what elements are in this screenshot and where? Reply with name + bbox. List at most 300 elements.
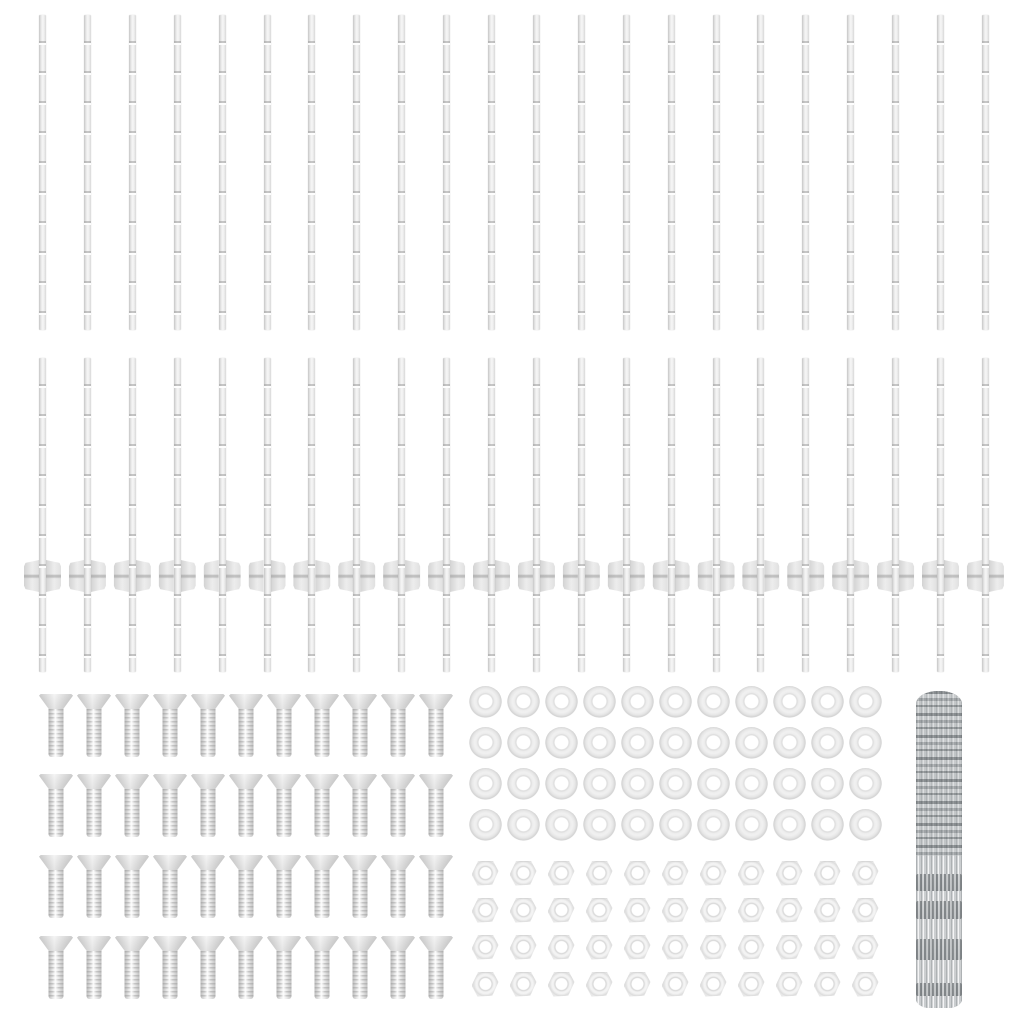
anchor-plate-right-wing <box>764 560 779 592</box>
hex-nut <box>548 935 575 960</box>
fence-post-shaft <box>937 358 944 672</box>
bolt-head <box>343 694 377 710</box>
hex-nut <box>662 898 689 923</box>
countersunk-bolt <box>115 774 149 837</box>
fence-post-shaft <box>533 358 540 672</box>
fence-post-shaft <box>219 358 226 672</box>
washer <box>469 727 502 759</box>
fence-post <box>308 15 315 330</box>
fence-post <box>443 15 450 330</box>
bolt-threaded-shaft <box>277 789 292 837</box>
hex-nut <box>662 972 689 997</box>
mesh-wire-band <box>916 939 962 960</box>
anchor-plate-right-wing <box>91 560 106 592</box>
bolt-threaded-shaft <box>315 789 330 837</box>
bolt-threaded-shaft <box>315 870 330 918</box>
bolt-head <box>191 694 225 710</box>
fence-post-shaft <box>982 358 989 672</box>
fence-post-with-anchor-plate <box>742 358 779 672</box>
hex-nut <box>700 972 727 997</box>
bolt-threaded-shaft <box>201 789 216 837</box>
fence-post-with-anchor-plate <box>967 358 1004 672</box>
mesh-wire-band <box>916 874 962 891</box>
hex-nut <box>662 861 689 886</box>
bolt-threaded-shaft <box>277 870 292 918</box>
countersunk-bolt <box>153 936 187 999</box>
bolt-head <box>191 936 225 952</box>
washer <box>697 727 730 759</box>
fence-post <box>84 15 91 330</box>
hex-nut <box>548 972 575 997</box>
bolt-head <box>77 936 111 952</box>
anchor-plate-right-wing <box>944 560 959 592</box>
washer <box>659 809 692 841</box>
bolt-threaded-shaft <box>353 709 368 757</box>
fence-post-with-anchor-plate <box>922 358 959 672</box>
fence-post <box>533 15 540 330</box>
bolt-head <box>229 694 263 710</box>
hex-nut <box>510 972 537 997</box>
hex-nut <box>472 935 499 960</box>
washer <box>507 768 540 800</box>
fence-post <box>668 15 675 330</box>
washer <box>659 686 692 718</box>
washer <box>811 809 844 841</box>
fence-post-with-anchor-plate <box>338 358 375 672</box>
washer <box>621 727 654 759</box>
fence-post <box>488 15 495 330</box>
bolt-head <box>305 936 339 952</box>
countersunk-bolt <box>153 694 187 757</box>
bolt-head <box>305 694 339 710</box>
bolt-threaded-shaft <box>391 789 406 837</box>
fence-post <box>937 15 944 330</box>
bolt-threaded-shaft <box>315 709 330 757</box>
fence-post <box>892 15 899 330</box>
hex-nut <box>548 861 575 886</box>
fence-post-with-anchor-plate <box>293 358 330 672</box>
bolt-threaded-shaft <box>391 951 406 999</box>
fence-post <box>129 15 136 330</box>
hex-nut <box>776 861 803 886</box>
hex-nut <box>472 861 499 886</box>
hex-nut <box>738 861 765 886</box>
anchor-plate-right-wing <box>809 560 824 592</box>
countersunk-bolt <box>267 774 301 837</box>
fence-post <box>353 15 360 330</box>
anchor-plate-left-wing <box>338 560 353 592</box>
bolt-head <box>381 774 415 790</box>
anchor-plate-left-wing <box>922 560 937 592</box>
anchor-plate-right-wing <box>720 560 735 592</box>
hex-nut <box>814 972 841 997</box>
washer <box>849 727 882 759</box>
bolt-threaded-shaft <box>163 709 178 757</box>
anchor-plate-left-wing <box>698 560 713 592</box>
countersunk-bolt <box>39 694 73 757</box>
washer <box>735 686 768 718</box>
bolt-threaded-shaft <box>239 951 254 999</box>
anchor-plate-right-wing <box>989 560 1004 592</box>
fence-post-with-anchor-plate <box>653 358 690 672</box>
fence-post-shaft <box>757 358 764 672</box>
countersunk-bolt <box>191 855 225 918</box>
hex-nut <box>814 898 841 923</box>
hex-nut <box>472 898 499 923</box>
anchor-plate-right-wing <box>315 560 330 592</box>
bolt-threaded-shaft <box>201 951 216 999</box>
anchor-plate-left-wing <box>563 560 578 592</box>
bolt-head <box>77 694 111 710</box>
fence-post-shaft <box>623 358 630 672</box>
hex-nut <box>738 898 765 923</box>
hex-nut <box>624 898 651 923</box>
mesh-wire-band <box>916 901 962 919</box>
anchor-plate-left-wing <box>24 560 39 592</box>
fence-post-with-anchor-plate <box>383 358 420 672</box>
bolt-head <box>419 694 453 710</box>
washer <box>735 727 768 759</box>
washer <box>507 809 540 841</box>
anchor-plate-left-wing <box>383 560 398 592</box>
washer <box>621 768 654 800</box>
bolt-head <box>419 774 453 790</box>
bolt-head <box>305 774 339 790</box>
hex-nut <box>624 972 651 997</box>
anchor-plate-right-wing <box>46 560 61 592</box>
bolt-head <box>267 694 301 710</box>
bolt-threaded-shaft <box>49 951 64 999</box>
countersunk-bolt <box>419 936 453 999</box>
anchor-plate-left-wing <box>787 560 802 592</box>
countersunk-bolt <box>229 694 263 757</box>
washer <box>469 768 502 800</box>
washer <box>811 686 844 718</box>
anchor-plate-right-wing <box>181 560 196 592</box>
fence-post-shaft <box>264 358 271 672</box>
hex-nut <box>472 972 499 997</box>
washer <box>811 768 844 800</box>
bolt-threaded-shaft <box>429 709 444 757</box>
wire-mesh-roll <box>916 691 962 1008</box>
bolt-head <box>39 694 73 710</box>
fence-post <box>219 15 226 330</box>
anchor-plate-left-wing <box>832 560 847 592</box>
bolt-threaded-shaft <box>125 789 140 837</box>
countersunk-bolt <box>343 774 377 837</box>
fence-post-with-anchor-plate <box>473 358 510 672</box>
hex-nut <box>700 935 727 960</box>
anchor-plate-left-wing <box>69 560 84 592</box>
fence-post-with-anchor-plate <box>563 358 600 672</box>
fence-post <box>847 15 854 330</box>
fence-post-with-anchor-plate <box>877 358 914 672</box>
washer <box>773 686 806 718</box>
fence-post <box>623 15 630 330</box>
fence-post-with-anchor-plate <box>159 358 196 672</box>
bolt-head <box>229 855 263 871</box>
hex-nut <box>586 935 613 960</box>
bolt-threaded-shaft <box>87 789 102 837</box>
anchor-plate-right-wing <box>226 560 241 592</box>
anchor-plate-right-wing <box>899 560 914 592</box>
countersunk-bolt <box>267 855 301 918</box>
countersunk-bolt <box>305 936 339 999</box>
bolt-threaded-shaft <box>429 789 444 837</box>
bolt-threaded-shaft <box>201 870 216 918</box>
bolt-head <box>229 774 263 790</box>
fence-post-shaft <box>353 358 360 672</box>
washer <box>545 768 578 800</box>
washer <box>469 809 502 841</box>
countersunk-bolt <box>39 855 73 918</box>
bolt-threaded-shaft <box>353 951 368 999</box>
hex-nut <box>586 898 613 923</box>
washer <box>545 727 578 759</box>
countersunk-bolt <box>77 936 111 999</box>
bolt-threaded-shaft <box>277 709 292 757</box>
countersunk-bolt <box>191 694 225 757</box>
fence-post <box>39 15 46 330</box>
hex-nut <box>548 898 575 923</box>
countersunk-bolt <box>343 694 377 757</box>
bolt-head <box>191 774 225 790</box>
bolt-head <box>153 774 187 790</box>
bolt-threaded-shaft <box>353 789 368 837</box>
hex-nut <box>510 861 537 886</box>
bolt-threaded-shaft <box>429 951 444 999</box>
bolt-head <box>153 936 187 952</box>
bolt-head <box>77 774 111 790</box>
washer <box>773 768 806 800</box>
bolt-head <box>115 855 149 871</box>
anchor-plate-right-wing <box>540 560 555 592</box>
bolt-threaded-shaft <box>163 870 178 918</box>
anchor-plate-right-wing <box>630 560 645 592</box>
bolt-threaded-shaft <box>163 789 178 837</box>
bolt-threaded-shaft <box>87 951 102 999</box>
hex-nut <box>738 935 765 960</box>
hex-nut <box>510 898 537 923</box>
bolt-threaded-shaft <box>239 789 254 837</box>
hex-nut <box>662 935 689 960</box>
countersunk-bolt <box>153 774 187 837</box>
anchor-plate-left-wing <box>877 560 892 592</box>
countersunk-bolt <box>381 936 415 999</box>
bolt-threaded-shaft <box>163 951 178 999</box>
bolt-head <box>267 936 301 952</box>
fence-post-shaft <box>847 358 854 672</box>
washer <box>507 727 540 759</box>
hex-nut <box>624 935 651 960</box>
fence-post-with-anchor-plate <box>114 358 151 672</box>
hex-nut <box>700 898 727 923</box>
bolt-threaded-shaft <box>391 870 406 918</box>
countersunk-bolt <box>77 774 111 837</box>
bolt-head <box>305 855 339 871</box>
bolt-head <box>39 936 73 952</box>
bolt-threaded-shaft <box>239 870 254 918</box>
countersunk-bolt <box>305 855 339 918</box>
countersunk-bolt <box>229 936 263 999</box>
hex-nut <box>624 861 651 886</box>
bolt-head <box>77 855 111 871</box>
anchor-plate-left-wing <box>967 560 982 592</box>
bolt-threaded-shaft <box>315 951 330 999</box>
washer <box>773 809 806 841</box>
fence-post-shaft <box>174 358 181 672</box>
bolt-threaded-shaft <box>49 870 64 918</box>
bolt-head <box>115 936 149 952</box>
anchor-plate-left-wing <box>653 560 668 592</box>
bolt-head <box>153 694 187 710</box>
bolt-head <box>191 855 225 871</box>
bolt-head <box>419 855 453 871</box>
washer <box>849 686 882 718</box>
fence-post-with-anchor-plate <box>204 358 241 672</box>
countersunk-bolt <box>39 774 73 837</box>
fence-post-shaft <box>578 358 585 672</box>
washer <box>849 768 882 800</box>
countersunk-bolt <box>115 936 149 999</box>
fence-post-with-anchor-plate <box>249 358 286 672</box>
bolt-head <box>115 774 149 790</box>
fence-post-shaft <box>84 358 91 672</box>
bolt-head <box>381 855 415 871</box>
hex-nut <box>814 861 841 886</box>
fence-post-shaft <box>443 358 450 672</box>
bolt-head <box>267 774 301 790</box>
fence-post-with-anchor-plate <box>24 358 61 672</box>
anchor-plate-right-wing <box>585 560 600 592</box>
bolt-threaded-shaft <box>125 951 140 999</box>
fence-post-shaft <box>129 358 136 672</box>
hex-nut <box>852 935 879 960</box>
hex-nut <box>738 972 765 997</box>
fence-post <box>802 15 809 330</box>
countersunk-bolt <box>115 855 149 918</box>
countersunk-bolt <box>305 774 339 837</box>
fence-post-shaft <box>668 358 675 672</box>
washer <box>621 686 654 718</box>
bolt-head <box>267 855 301 871</box>
washer <box>583 727 616 759</box>
anchor-plate-left-wing <box>204 560 219 592</box>
countersunk-bolt <box>191 936 225 999</box>
hex-nut <box>852 861 879 886</box>
washer <box>849 809 882 841</box>
anchor-plate-right-wing <box>405 560 420 592</box>
fence-post-with-anchor-plate <box>69 358 106 672</box>
washer <box>697 768 730 800</box>
hex-nut <box>776 898 803 923</box>
washer <box>583 768 616 800</box>
anchor-plate-right-wing <box>854 560 869 592</box>
washer <box>469 686 502 718</box>
fence-post <box>982 15 989 330</box>
washer <box>583 809 616 841</box>
countersunk-bolt <box>381 855 415 918</box>
countersunk-bolt <box>267 694 301 757</box>
fence-post-with-anchor-plate <box>787 358 824 672</box>
countersunk-bolt <box>419 855 453 918</box>
anchor-plate-left-wing <box>742 560 757 592</box>
anchor-plate-right-wing <box>495 560 510 592</box>
anchor-plate-left-wing <box>114 560 129 592</box>
anchor-plate-right-wing <box>675 560 690 592</box>
bolt-head <box>229 936 263 952</box>
bolt-threaded-shaft <box>353 870 368 918</box>
fence-post <box>578 15 585 330</box>
countersunk-bolt <box>39 936 73 999</box>
fence-post-shaft <box>892 358 899 672</box>
countersunk-bolt <box>77 694 111 757</box>
countersunk-bolt <box>153 855 187 918</box>
washer <box>545 809 578 841</box>
bolt-head <box>343 855 377 871</box>
washer <box>735 809 768 841</box>
countersunk-bolt <box>419 694 453 757</box>
hex-nut <box>814 935 841 960</box>
bolt-threaded-shaft <box>125 709 140 757</box>
hex-nut <box>776 935 803 960</box>
bolt-threaded-shaft <box>277 951 292 999</box>
washer <box>773 727 806 759</box>
fence-post-shaft <box>39 358 46 672</box>
anchor-plate-left-wing <box>249 560 264 592</box>
bolt-threaded-shaft <box>429 870 444 918</box>
countersunk-bolt <box>229 774 263 837</box>
bolt-head <box>115 694 149 710</box>
fence-post-with-anchor-plate <box>428 358 465 672</box>
countersunk-bolt <box>381 774 415 837</box>
washer <box>659 727 692 759</box>
washer <box>545 686 578 718</box>
anchor-plate-left-wing <box>159 560 174 592</box>
countersunk-bolt <box>115 694 149 757</box>
anchor-plate-right-wing <box>450 560 465 592</box>
countersunk-bolt <box>191 774 225 837</box>
hex-nut <box>700 861 727 886</box>
bolt-head <box>381 694 415 710</box>
anchor-plate-left-wing <box>293 560 308 592</box>
washer <box>697 686 730 718</box>
anchor-plate-right-wing <box>136 560 151 592</box>
bolt-threaded-shaft <box>391 709 406 757</box>
fence-post <box>398 15 405 330</box>
bolt-threaded-shaft <box>49 789 64 837</box>
fence-post <box>174 15 181 330</box>
washer <box>583 686 616 718</box>
countersunk-bolt <box>343 855 377 918</box>
countersunk-bolt <box>305 694 339 757</box>
anchor-plate-left-wing <box>608 560 623 592</box>
fence-post-with-anchor-plate <box>832 358 869 672</box>
countersunk-bolt <box>419 774 453 837</box>
bolt-threaded-shaft <box>49 709 64 757</box>
anchor-plate-left-wing <box>428 560 443 592</box>
bolt-threaded-shaft <box>239 709 254 757</box>
washer <box>811 727 844 759</box>
anchor-plate-left-wing <box>473 560 488 592</box>
fence-post <box>264 15 271 330</box>
bolt-threaded-shaft <box>201 709 216 757</box>
bolt-threaded-shaft <box>125 870 140 918</box>
countersunk-bolt <box>267 936 301 999</box>
washer <box>621 809 654 841</box>
fence-post <box>713 15 720 330</box>
fence-post-shaft <box>802 358 809 672</box>
